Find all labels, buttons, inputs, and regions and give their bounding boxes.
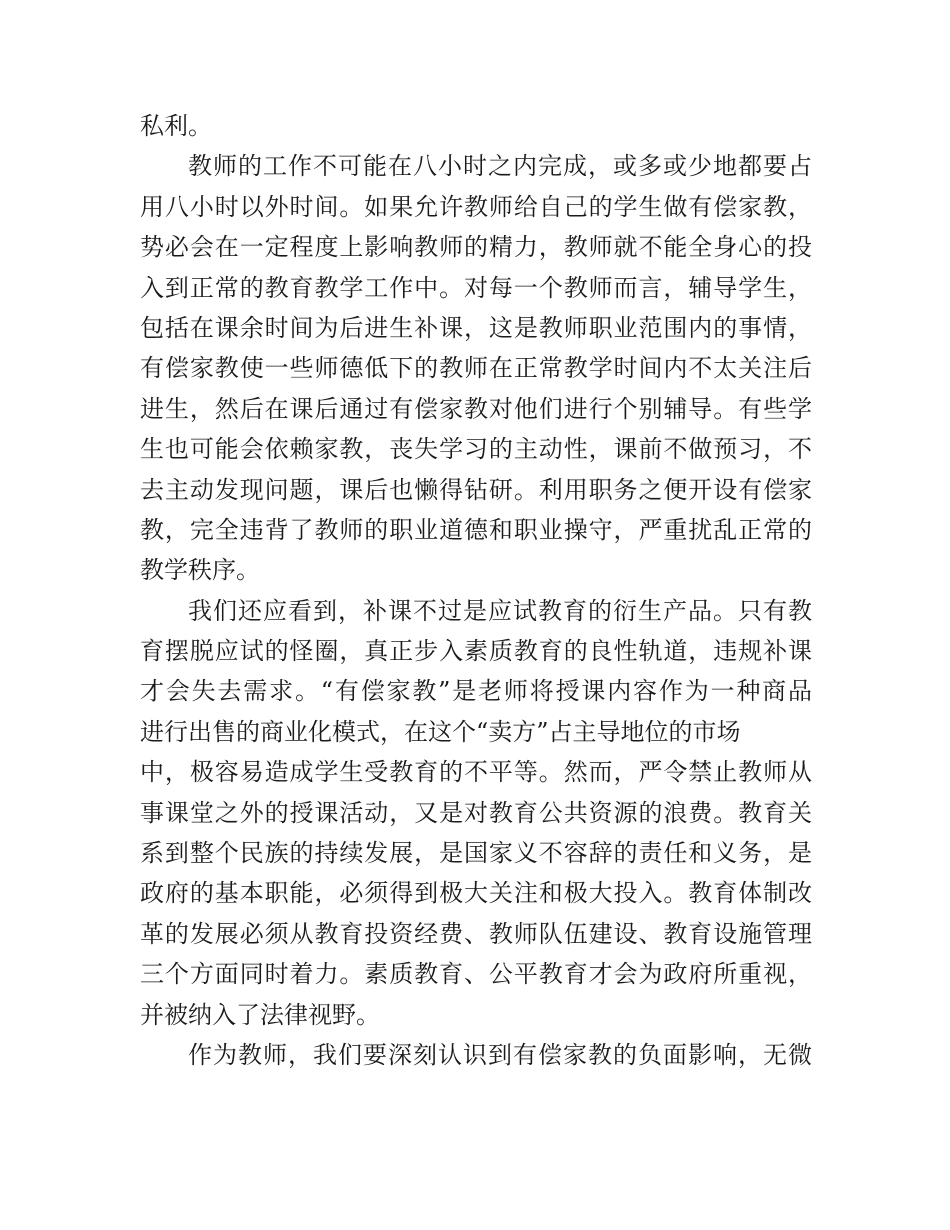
text-line: 系到整个民族的持续发展，是国家义不容辞的责任和义务，是: [140, 839, 812, 868]
text-line: 用八小时以外时间。如果允许教师给自己的学生做有偿家教，: [140, 192, 812, 221]
text-line: 我们还应看到，补课不过是应试教育的衍生产品。只有教: [188, 596, 812, 625]
text-line: 才会失去需求。“有偿家教”是老师将授课内容作为一种商品: [140, 677, 812, 706]
text-line: 生也可能会依赖家教，丧失学习的主动性，课前不做预习，不: [140, 435, 812, 464]
text-line: 三个方面同时着力。素质教育、公平教育才会为政府所重视，: [140, 960, 812, 989]
text-line: 教，完全违背了教师的职业道德和职业操守，严重扰乱正常的: [140, 515, 812, 544]
text-line: 政府的基本职能，必须得到极大关注和极大投入。教育体制改: [140, 879, 812, 908]
document-body-text: [140, 106, 812, 1075]
text-line: 革的发展必须从教育投资经费、教师队伍建设、教育设施管理: [140, 919, 812, 948]
text-line: 进行出售的商业化模式，在这个“卖方”占主导地位的市场: [140, 717, 741, 746]
text-line: 私利。: [140, 112, 212, 140]
text-line: 去主动发现问题，课后也懒得钻研。利用职务之便开设有偿家: [140, 475, 812, 504]
text-line: 作为教师，我们要深刻认识到有偿家教的负面影响，无微: [188, 1040, 812, 1069]
text-line: 有偿家教使一些师德低下的教师在正常教学时间内不太关注后: [140, 354, 812, 383]
text-line: 事课堂之外的授课活动，又是对教育公共资源的浪费。教育关: [140, 798, 812, 827]
text-line: 入到正常的教育教学工作中。对每一个教师而言，辅导学生，: [140, 273, 812, 302]
text-line: 中，极容易造成学生受教育的不平等。然而，严令禁止教师从: [140, 758, 812, 787]
text-line: 教学秩序。: [140, 556, 260, 585]
text-line: 教师的工作不可能在八小时之内完成，或多或少地都要占: [188, 152, 812, 181]
text-line: 包括在课余时间为后进生补课，这是教师职业范围内的事情，: [140, 313, 812, 342]
text-line: 势必会在一定程度上影响教师的精力，教师就不能全身心的投: [140, 233, 812, 262]
text-line: 育摆脱应试的怪圈，真正步入素质教育的良性轨道，违规补课: [140, 637, 812, 666]
text-line: 并被纳入了法律视野。: [140, 1000, 380, 1029]
text-line: 进生，然后在课后通过有偿家教对他们进行个别辅导。有些学: [140, 394, 812, 423]
